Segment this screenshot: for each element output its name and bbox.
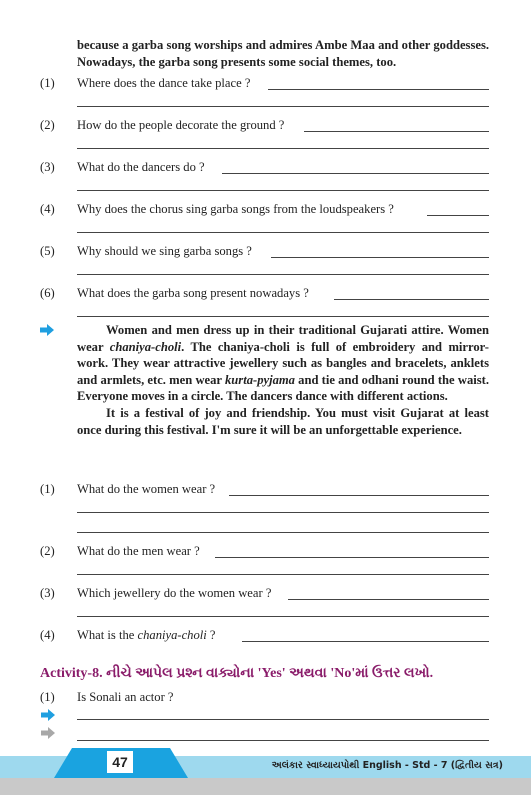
question-text: Why does the chorus sing garba songs from the loudspeakers ?: [77, 202, 394, 216]
answer-line[interactable]: [427, 215, 489, 216]
activity-title: Activity-8. નીચે આપેલ પ્રશ્ન વાક્યોના 'Yes' અથવા 'No'માં ઉત્તર લખો.: [40, 666, 434, 681]
question-number: (2): [40, 118, 55, 132]
answer-line[interactable]: [77, 574, 489, 575]
answer-line[interactable]: [77, 148, 489, 149]
question-number: (3): [40, 586, 55, 600]
question-text: Why should we sing garba songs ?: [77, 244, 252, 258]
question-text: What does the garba song present nowadays ?: [77, 286, 309, 300]
question-text: Which jewellery do the women wear ?: [77, 586, 272, 600]
question-text: Is Sonali an actor ?: [77, 690, 174, 704]
footer-strip: [0, 778, 531, 795]
page-number: 47: [107, 751, 133, 773]
answer-line[interactable]: [77, 532, 489, 533]
question-text: What do the women wear ?: [77, 482, 216, 496]
question-number: (5): [40, 244, 55, 258]
answer-line[interactable]: [215, 557, 489, 558]
answer-line[interactable]: [77, 616, 489, 617]
passage-paragraph-1: Women and men dress up in their traditional Gujarati attire. Women wear chaniya-choli. The chaniya-choli is full of embroidery and mirror-work. They wear attractive jewellery such as bangles and bracelets, anklets and armlets, etc. men wear kurta-pyjama and tie and odhani round the waist. Everyone moves in a circle. The dancers dance with different actions.: [77, 323, 489, 404]
question-text: What do the dancers do ?: [77, 160, 205, 174]
answer-line[interactable]: [222, 173, 489, 174]
answer-line[interactable]: [77, 719, 489, 720]
question-number: (4): [40, 628, 55, 642]
question-text: Where does the dance take place ?: [77, 76, 251, 90]
answer-line[interactable]: [77, 316, 489, 317]
question-text: What do the men wear ?: [77, 544, 200, 558]
question-text: How do the people decorate the ground ?: [77, 118, 285, 132]
answer-line[interactable]: [288, 599, 489, 600]
answer-line[interactable]: [77, 740, 489, 741]
question-number: (6): [40, 286, 55, 300]
question-text: What is the chaniya-choli ?: [77, 628, 216, 642]
answer-line[interactable]: [77, 512, 489, 513]
book-title: અલંકાર સ્વાધ્યાયપોથી English - Std - 7 (દ્વિતીય સત્ર): [271, 760, 503, 771]
passage-paragraph-2: It is a festival of joy and friendship. You must visit Gujarat at least once during this festival. I'm sure it will be an unforgettable experience.: [77, 405, 489, 437]
question-number: (2): [40, 544, 55, 558]
question-number: (4): [40, 202, 55, 216]
answer-line[interactable]: [77, 106, 489, 107]
question-number: (1): [40, 76, 55, 90]
answer-line[interactable]: [229, 495, 489, 496]
answer-line[interactable]: [271, 257, 489, 258]
reading-passage: [77, 322, 489, 438]
answer-line[interactable]: [77, 190, 489, 191]
answer-line[interactable]: [304, 131, 489, 132]
answer-line[interactable]: [77, 232, 489, 233]
answer-line[interactable]: [77, 274, 489, 275]
question-number: (1): [40, 690, 55, 704]
question-number: (3): [40, 160, 55, 174]
question-number: (1): [40, 482, 55, 496]
intro-paragraph: because a garba song worships and admires Ambe Maa and other goddesses. Nowadays, the garba song presents some social themes, too.: [77, 38, 489, 69]
answer-line[interactable]: [268, 89, 489, 90]
answer-line[interactable]: [334, 299, 489, 300]
answer-line[interactable]: [242, 641, 489, 642]
